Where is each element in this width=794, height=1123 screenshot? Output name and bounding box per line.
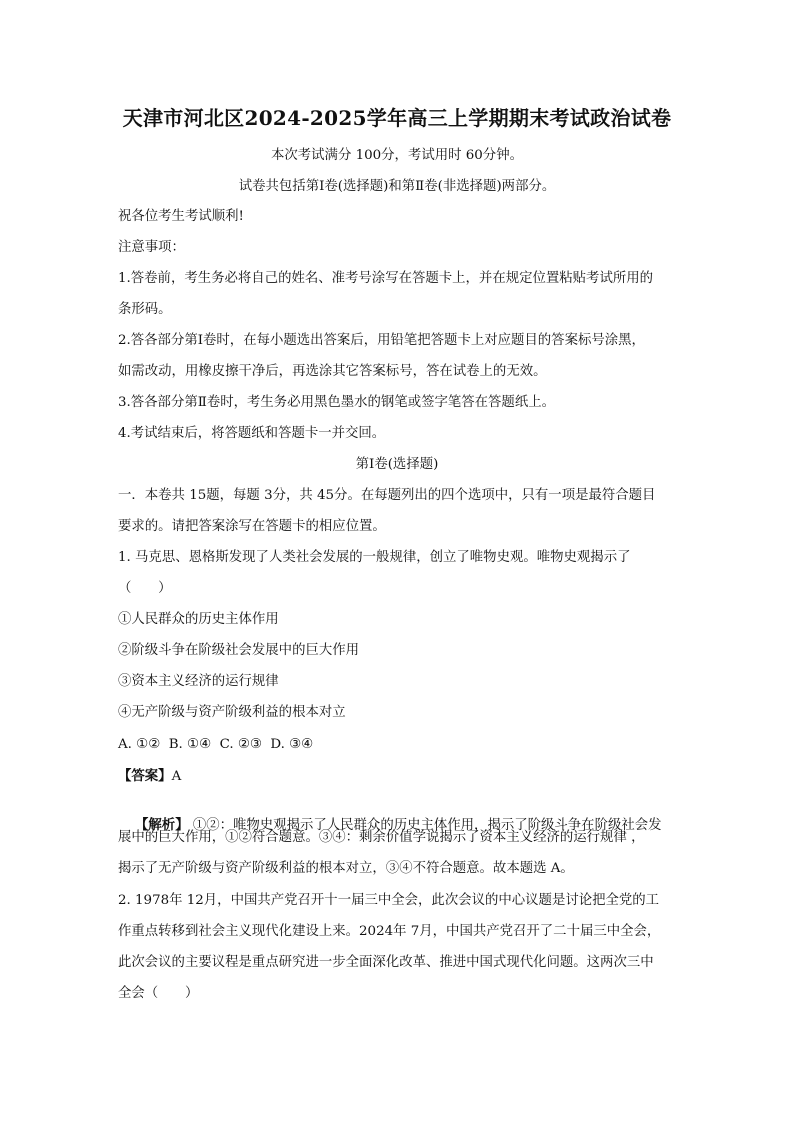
question-2-stem: 2. 1978年 12月，中国共产党召开十一届三中全会，此次会议的中心议题是讨论把全党的工 bbox=[118, 893, 660, 908]
question-2-stem: 全会（ ） bbox=[118, 986, 199, 1001]
question-1-options: A. ①② B. ①④ C. ②③ D. ③④ bbox=[118, 737, 314, 752]
section-intro-line: 一．本卷共 15题，每题 3分，共 45分。在每题列出的四个选项中，只有一项是最符合题目 bbox=[118, 488, 656, 503]
analysis-line: 展中的巨大作用，①②符合题意。③④：剩余价值学说揭示了资本主义经济的运行规律 ， bbox=[118, 830, 645, 845]
notice-heading: 注意事项： bbox=[118, 240, 185, 255]
intro-score-time: 本次考试满分 100分，考试用时 60分钟。 bbox=[271, 148, 523, 163]
question-1-item: ③资本主义经济的运行规律 bbox=[118, 674, 279, 689]
answer-value: A bbox=[171, 769, 182, 784]
greeting: 祝各位考生考试顺利! bbox=[118, 209, 244, 224]
question-1-answer bbox=[118, 767, 688, 786]
notice-line: 3.答各部分第Ⅱ卷时，考生务必用黑色墨水的钢笔或签字笔答在答题纸上。 bbox=[118, 395, 555, 410]
notice-line: 4.考试结束后，将答题纸和答题卡一并交回。 bbox=[118, 426, 386, 441]
analysis-label: 【解析】 bbox=[135, 817, 189, 833]
answer-label: 【答案】 bbox=[118, 768, 172, 784]
question-1-item: ①人民群众的历史主体作用 bbox=[118, 612, 279, 627]
notice-line: 2.答各部分第Ⅰ卷时，在每小题选出答案后，用铅笔把答题卡上对应题目的答案标号涂黑， bbox=[118, 333, 645, 348]
question-2-stem: 作重点转移到社会主义现代化建设上来。2024年 7月，中国共产党召开了二十届三中全会， bbox=[118, 924, 661, 939]
analysis-text: ①②：唯物史观揭示了人民群众的历史主体作用，揭示了阶级斗争在阶级社会发 bbox=[188, 818, 662, 833]
notice-line: 条形码。 bbox=[118, 302, 172, 317]
notice-line: 如需改动，用橡皮擦干净后，再选涂其它答案标号，答在试卷上的无效。 bbox=[118, 364, 547, 379]
exam-title: 天津市河北区2024-2025学年高三上学期期末考试政治试卷 bbox=[122, 106, 672, 130]
analysis-line: 揭示了无产阶级与资产阶级利益的根本对立，③④不符合题意。故本题选 A。 bbox=[118, 861, 574, 876]
section-intro-line: 要求的。请把答案涂写在答题卡的相应位置。 bbox=[118, 519, 386, 534]
question-2-stem: 此次会议的主要议程是重点研究进一步全面深化改革、推进中国式现代化问题。这两次三中 bbox=[118, 955, 654, 970]
question-1-stem: 1. 马克思、恩格斯发现了人类社会发展的一般规律，创立了唯物史观。唯物史观揭示了 bbox=[118, 550, 631, 565]
question-1-item: ②阶级斗争在阶级社会发展中的巨大作用 bbox=[118, 643, 360, 658]
notice-line: 1.答卷前，考生务必将自己的姓名、准考号涂写在答题卡上，并在规定位置粘贴考试所用的 bbox=[118, 271, 654, 286]
question-1-item: ④无产阶级与资产阶级利益的根本对立 bbox=[118, 705, 346, 720]
section-title: 第Ⅰ卷(选择题) bbox=[355, 457, 439, 472]
intro-sections: 试卷共包括第Ⅰ卷(选择题)和第Ⅱ卷(非选择题)两部分。 bbox=[238, 179, 556, 194]
question-1-stem-blank: （ ） bbox=[118, 581, 172, 596]
